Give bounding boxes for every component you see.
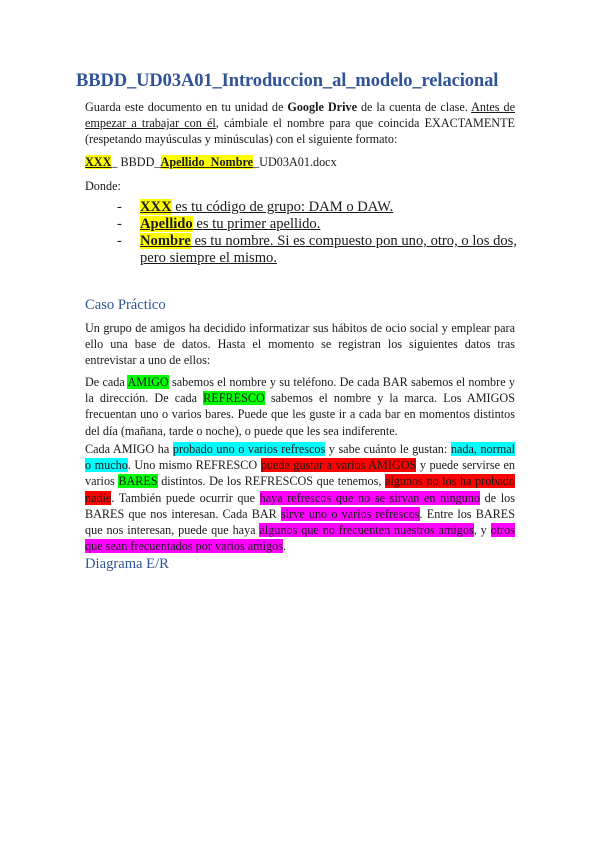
paragraph-1: Un grupo de amigos ha decidido informatizar sus hábitos de ocio social y emplear para ello una base de datos. Hasta el momento se registran los siguientes datos tras entrevistar a uno de ellos: bbox=[85, 321, 515, 368]
p3-text: y puede servirse en varios bbox=[85, 458, 516, 489]
bullet-dash: - bbox=[117, 199, 122, 215]
filename-separator: _ bbox=[204, 155, 211, 169]
highlight-probado: probado uno o varios refrescos bbox=[172, 442, 326, 456]
section-heading-diagrama: Diagrama E/R bbox=[85, 556, 169, 572]
list-item bbox=[117, 199, 517, 216]
highlight-refresco: REFRESCO bbox=[203, 391, 265, 406]
p2-text: sabemos el nombre y su teléfono. De cada BAR sabemos el nombre y la dirección. De cada bbox=[85, 375, 515, 406]
document-title: BBDD_UD03A01_Introduccion_al_modelo_relacional bbox=[76, 71, 499, 91]
filename-part-2: _UD03A01.docx bbox=[253, 155, 337, 169]
paragraph-3 bbox=[85, 441, 515, 554]
bullet-text: es tu nombre. Si es compuesto pon uno, otro, o los dos, pero siempre el mismo. bbox=[140, 233, 517, 266]
bullet-key-xxx: XXX bbox=[140, 199, 172, 215]
intro-google-drive: Google Drive bbox=[287, 100, 357, 114]
highlight-frecuentados: otros que sean frecuentados por varios amigos bbox=[85, 523, 515, 554]
intro-text-5: , cámbiale el nombre para que coincida EXACTAMENTE (respetando mayúsculas y minúsculas) con el siguiente formato: bbox=[85, 116, 515, 147]
list-item bbox=[117, 216, 517, 233]
highlight-sirve-refrescos: sirve uno o varios refrescos bbox=[281, 506, 420, 521]
intro-text-3: de la cuenta de clase. bbox=[356, 100, 472, 114]
paragraph-2 bbox=[85, 374, 515, 439]
p3-text: Cada AMIGO ha bbox=[85, 442, 173, 456]
filename-format bbox=[85, 154, 515, 170]
p2-text: sabemos el nombre y la marca. Los AMIGOS frecuentan uno o varios bares. Puede que les guste ir a cada bar en momentos distintos del día (mañana, tarde o noche), o puede que les sea indiferente. bbox=[85, 391, 515, 438]
highlight-no-probado: algunos no los ha probado nadie bbox=[85, 474, 515, 505]
bullet-list bbox=[117, 199, 517, 267]
highlight-puede-gustar: puede gustar a varios AMIGOS bbox=[260, 458, 417, 473]
intro-warning: Antes de empezar a trabajar con él bbox=[85, 100, 515, 131]
p2-text: De cada bbox=[85, 375, 128, 389]
donde-label: Donde: bbox=[85, 179, 121, 193]
bullet-key-nombre: Nombre bbox=[140, 233, 191, 249]
filename-xxx: XXX bbox=[85, 155, 112, 169]
filename-apellido: Apellido bbox=[160, 155, 205, 169]
filename-nombre: Nombre bbox=[210, 155, 254, 169]
p3-text: , y bbox=[473, 523, 491, 538]
bullet-key-apellido: Apellido bbox=[140, 216, 193, 232]
highlight-amigo: AMIGO bbox=[127, 375, 169, 389]
p3-text: . Entre los BARES que nos interesan, puede que haya bbox=[85, 506, 515, 538]
p3-text: y sabe cuánto le gustan: bbox=[325, 442, 451, 456]
list-item bbox=[117, 233, 517, 267]
bullet-dash: - bbox=[117, 216, 122, 232]
p3-text: distintos. De los REFRESCOS que tenemos, bbox=[157, 474, 385, 489]
bullet-text: es tu código de grupo: DAM o DAW. bbox=[171, 199, 394, 215]
highlight-bares: BARES bbox=[118, 474, 158, 489]
p3-text: . Uno mismo REFRESCO bbox=[127, 458, 261, 473]
filename-part-1: _ BBDD_ bbox=[111, 155, 161, 169]
bullet-text: es tu primer apellido. bbox=[192, 216, 321, 232]
highlight-no-se-sirvan: haya refrescos que no se sirvan en ninguno bbox=[259, 490, 481, 505]
section-heading-caso-practico: Caso Práctico bbox=[85, 297, 166, 313]
p3-text: de los BARES que nos interesan. Cada BAR bbox=[85, 490, 515, 521]
bullet-dash: - bbox=[117, 233, 122, 249]
p3-text: . bbox=[282, 539, 287, 554]
intro-text-1: Guarda este documento en tu unidad de bbox=[85, 100, 288, 114]
intro-paragraph bbox=[85, 99, 515, 148]
highlight-no-frecuenten: algunos que no frecuenten nuestros amigos bbox=[259, 523, 474, 538]
p3-text: . También puede ocurrir que bbox=[111, 490, 260, 505]
highlight-nada-normal-mucho: nada, normal o mucho bbox=[85, 442, 515, 473]
